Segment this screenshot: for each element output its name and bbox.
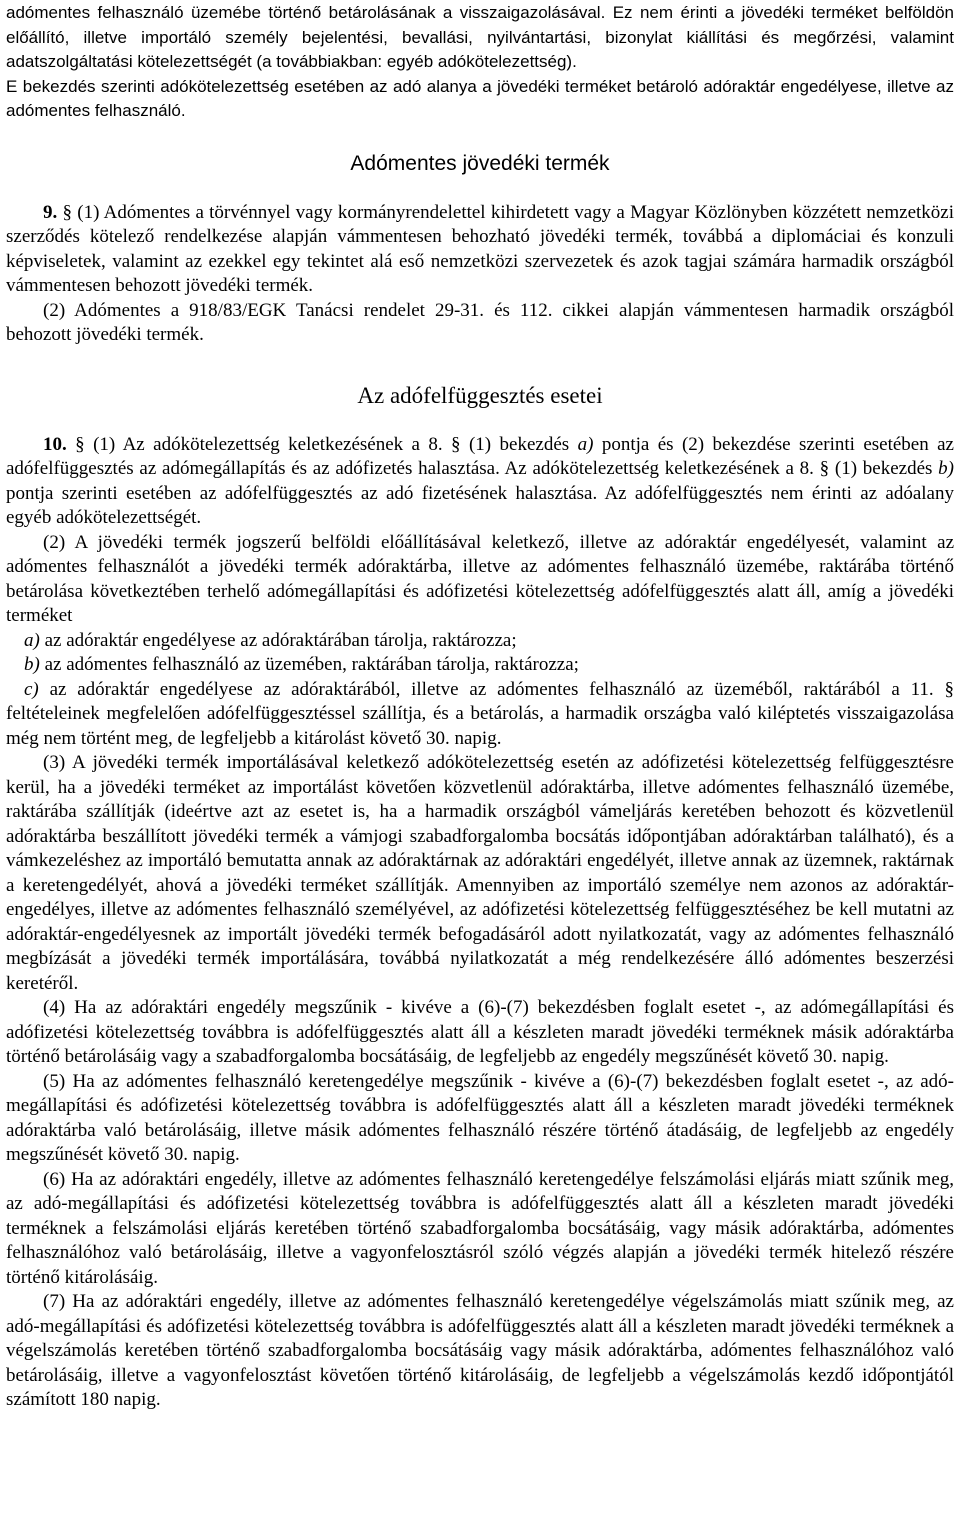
section-10-p1-part-c: pontja szerinti esetében az adófelfüggesztés az adó fizetésének halasztása. Az adófelfüggesztés nem érinti az adóalany egyéb adókötelezettségét.	[6, 482, 954, 528]
item-c-text: az adóraktár engedélyese az adóraktárából, illetve az adómentes felhasználó az üzeméből, raktárából a 11. § feltételeinek megfelelően adófelfüggesztéssel szállítja, és a betárolás, a harmadik országba való kiléptetés visszaigazolása még nem történt meg, de legfeljebb a kitárolást követő 30. napig.	[6, 678, 954, 749]
item-a-label: a)	[24, 629, 40, 651]
item-b-text: az adómentes felhasználó az üzemében, raktárában tárolja, raktározza;	[39, 654, 579, 675]
section-10-paragraph-6: (6) Ha az adóraktári engedély, illetve az adómentes felhasználó keretengedélye felszámolási eljárás miatt szűnik meg, az adó-megállapítási és adófizetési kötelezettség továbbra is adófelfüggesztés alatt áll a készleten maradt jövedéki terméknek a felszámolási eljárás keretében történő szabadforgalomba bocsátásáig, vagy másik adóraktárba, adómentes felhasználóhoz való betárolásáig, illetve a vagyonfelosztásról szóló végzés alapján a jövedéki termék hitelező részére történő kitárolásáig.	[6, 1168, 954, 1288]
section-10-paragraph-2: (2) A jövedéki termék jogszerű belföldi előállításával keletkező, illetve az adóraktár engedélyesét, valamint az adómentes felhasználót a jövedéki termék adóraktárba, illetve az adómentes felhasználó üzemébe, raktárába történő betárolása következtében terhelő adómegállapítási és adófizetési kötelezettség adófelfüggesztés alatt áll, amíg a jövedéki terméket	[6, 531, 954, 626]
section-10-p1-italic-b: b)	[938, 458, 954, 479]
section-10-p1-part-b: pontja és (2) bekezdése szerinti esetében az adófelfüggesztés az adómegállapítás és az adófizetés halasztása. Az adókötelezettség keletkezésének a 8. § (1) bekezdés	[6, 433, 954, 479]
item-b-label: b)	[24, 654, 40, 675]
section-10-number: 10.	[43, 433, 67, 455]
section-10-paragraph-3: (3) A jövedéki termék importálásával keletkező adókötelezettség esetén az adófizetési kötelezettség felfüggesztésre kerül, ha a jövedéki terméket az importálást követően közvetlenül adóraktárba, illetve adómentes felhasználó üzemébe, raktárába szállítják (ideértve azt az esetet is, ha a harmadik országból vámeljárás keretében behozott és közvetlenül adóraktárba beszállított jövedéki termék a vámjogi szabadforgalomba bocsátás időpontjában adóraktárban található), és a vámkezeléshez az importáló bemutatta annak az adóraktárnak az adóraktári engedélyét, illetve annak az üzemnek, raktárnak a keretengedélyét, ahová a jövedéki terméket szállítják. Amennyiben az importáló személye nem azonos az adóraktár-engedélyes, illetve az adómentes felhasználó személyével, az adófizetési kötelezettség felfüggesztéséhez be kell mutatni az adóraktár-engedélyesnek az importált jövedéki termék befogadásáról adott nyilatkozatát, vagy az adómentes felhasználó megbízását a jövedéki termék importálására, továbbá nyilatkozatát a még rendelkezésére álló adómentes beszerzési keretéről.	[6, 752, 954, 994]
section-10-body	[6, 433, 954, 1413]
section-10-item-a	[6, 629, 954, 654]
section-10-item-b	[6, 653, 954, 678]
section-10-paragraph-1	[6, 433, 954, 531]
section-9-number: 9.	[43, 201, 58, 223]
section-9-body	[6, 201, 954, 348]
intro-paragraph-2: E bekezdés szerinti adókötelezettség esetében az adó alanya a jövedéki terméket betároló adóraktár engedélyese, illetve az adómentes felhasználó.	[6, 76, 954, 120]
section-10-p1-part-a: § (1) Az adókötelezettség keletkezésének a 8. § (1) bekezdés	[66, 433, 578, 455]
section-9-paragraph-1	[6, 201, 954, 299]
section-10-paragraph-4: (4) Ha az adóraktári engedély megszűnik - kivéve a (6)-(7) bekezdésben foglalt esetet -, az adómegállapítási és adófizetési kötelezettség továbbra is adófelfüggesztés alatt áll a készleten maradt jövedéki terméknek másik adóraktárba történő betárolásáig vagy a szabadforgalomba bocsátásáig, de legfeljebb az engedély megszűnését követő 30. napig.	[6, 997, 954, 1067]
section-10-p1-italic-a: a)	[577, 433, 594, 455]
section-9-paragraph-1-text: § (1) Adómentes a törvénnyel vagy kormányrendelettel kihirdetett vagy a Magyar Közlönyben közzétett nemzetközi szerződés kötelező rendelkezése alapján vámmentesen behozható jövedéki termék, továbbá a diplomáciai és konzuli képviseletek, valamint az ezekkel egy tekintet alá eső nemzetközi szervezetek és azok tagjai számára harmadik országból vámmentesen behozott jövedéki termék.	[6, 201, 954, 296]
intro-block	[6, 1, 954, 124]
section-10-heading: Az adófelfüggesztés esetei	[357, 382, 603, 408]
section-10-item-c	[6, 678, 954, 752]
section-10-paragraph-7: (7) Ha az adóraktári engedély, illetve az adómentes felhasználó keretengedélye végelszámolás miatt szűnik meg, az adó-megállapítási és adófizetési kötelezettség továbbra is adófelfüggesztés alatt áll a készleten maradt jövedéki terméknek a végelszámolás keretében történő szabadforgalomba bocsátásáig vagy másik adóraktárba, adómentes felhasználóhoz való betárolásáig, illetve a vagyonfelosztást követően történő kitárolásáig, de legfeljebb a végelszámolás kezdő időpontjától számított 180 napig.	[6, 1291, 954, 1410]
section-9-heading: Adómentes jövedéki termék	[350, 151, 610, 175]
item-c-label: c)	[24, 678, 39, 700]
section-9-paragraph-2: (2) Adómentes a 918/83/EGK Tanácsi rendelet 29-31. és 112. cikkei alapján vámmentesen harmadik országból behozott jövedéki termék.	[6, 299, 954, 345]
intro-paragraph-1: adómentes felhasználó üzemébe történő betárolásának a visszaigazolásával. Ez nem érinti a jövedéki terméket belföldön előállító, illetve importáló személy bejelentési, bevallási, nyilvántartási, bizonylat kiállítási és megőrzési, valamint adatszolgáltatási kötelezettségét (a továbbiakban: egyéb adókötelezettség).	[6, 3, 954, 71]
item-a-text: az adóraktár engedélyese az adóraktárában tárolja, raktározza;	[39, 629, 517, 651]
section-10-paragraph-5: (5) Ha az adómentes felhasználó keretengedélye megszűnik - kivéve a (6)-(7) bekezdésben foglalt esetet -, az adó-megállapítási és adófizetési kötelezettség továbbra is adófelfüggesztés alatt áll a készleten maradt jövedéki terméknek adóraktárba való betárolásáig, illetve másik adómentes felhasználó részére történő átadásáig, de legfeljebb az engedély megszűnését követő 30. napig.	[6, 1070, 954, 1165]
